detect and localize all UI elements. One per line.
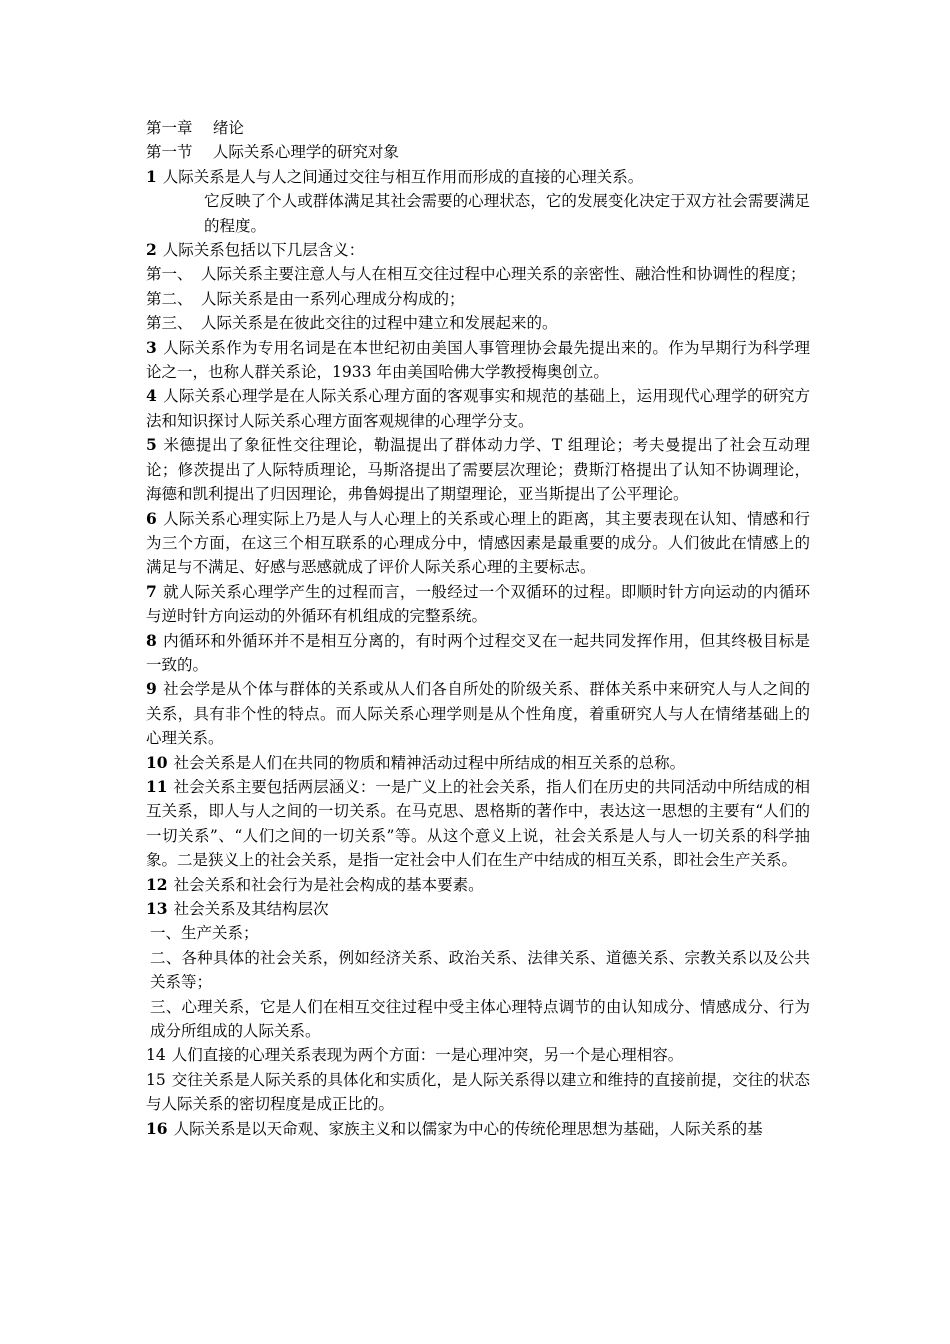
numbered-paragraph [146, 1043, 810, 1067]
meaning-item [146, 262, 810, 286]
paragraph-number: 4 [146, 386, 157, 406]
paragraph-number: 14 [146, 1046, 166, 1065]
paragraph-number: 12 [146, 874, 168, 894]
paragraph-number: 8 [146, 630, 157, 650]
paragraph-number: 2 [146, 240, 157, 260]
numbered-paragraph [146, 433, 810, 506]
paragraph-text: 米德提出了象征性交往理论，勒温提出了群体动力学、T 组理论；考夫曼提出了社会互动理论；修茨提出了人际特质理论，马斯洛提出了需要层次理论；费斯汀格提出了认知不协调理论，海德和凯利提出了归因理论，弗鲁姆提出了期望理论，亚当斯提出了公平理论。 [146, 436, 810, 504]
paragraph-number: 7 [146, 581, 157, 601]
paragraph-number: 10 [146, 752, 168, 772]
paragraph-number: 16 [146, 1118, 168, 1138]
meaning-item [146, 287, 810, 311]
numbered-paragraph [146, 677, 810, 750]
continuation-paragraph [146, 189, 810, 238]
paragraph-text: 一、生产关系； [150, 924, 259, 943]
document-page [146, 116, 810, 1141]
paragraph-text: 就人际关系心理学产生的过程而言，一般经过一个双循环的过程。即顺时针方向运动的内循环与逆时针方向运动的外循环有机组成的完整系统。 [146, 582, 810, 626]
structure-level-item [146, 946, 810, 995]
meaning-item [146, 311, 810, 335]
numbered-paragraph [146, 336, 810, 385]
paragraph-number: 3 [146, 337, 157, 357]
paragraph-text: 内循环和外循环并不是相互分离的，有时两个过程交叉在一起共同发挥作用，但其终极目标是一致的。 [146, 631, 810, 674]
numbered-paragraph [146, 897, 810, 921]
paragraph-number: 15 [146, 1070, 166, 1089]
paragraph-text: 交往关系是人际关系的具体化和实质化，是人际关系得以建立和维持的直接前提，交往的状态与人际关系的密切程度是成正比的。 [146, 1070, 810, 1114]
paragraph-text: 人际关系心理实际上乃是人与人心理上的关系或心理上的距离，其主要表现在认知、情感和行为三个方面，在这三个相互联系的心理成分中，情感因素是最重要的成分。人们彼此在情感上的满足与不满足、好感与恶感就成了评价人际关系心理的主要标志。 [146, 509, 810, 577]
paragraph-text: 人们直接的心理关系表现为两个方面：一是心理冲突，另一个是心理相容。 [171, 1046, 684, 1065]
paragraph-text: 社会关系主要包括两层涵义：一是广义上的社会关系，指人们在历史的共同活动中所结成的相互关系，即人与人之间的一切关系。在马克思、恩格斯的著作中，表达这一思想的主要有“人们的一切关系”、“人们之间的一切关系”等。从这个意义上说，社会关系是人与人一切关系的科学抽象。二是狭义上的社会关系，是指一定社会中人们在生产中结成的相互关系，即社会生产关系。 [146, 777, 810, 870]
numbered-paragraph [146, 629, 810, 678]
meaning-label: 第三、 [146, 314, 193, 333]
meaning-text: 人际关系是在彼此交往的过程中建立和发展起来的。 [201, 314, 558, 333]
paragraph-number: 13 [146, 899, 168, 918]
paragraph-number: 5 [146, 435, 157, 455]
numbered-paragraph [146, 238, 810, 262]
paragraph-text: 人际关系是人与人之间通过交往与相互作用而形成的直接的心理关系。 [162, 167, 644, 186]
numbered-paragraph [146, 1068, 810, 1117]
paragraph-text: 社会关系和社会行为是社会构成的基本要素。 [173, 875, 484, 894]
paragraph-number: 9 [146, 679, 157, 699]
paragraph-text: 社会学是从个体与群体的关系或从人们各自所处的阶级关系、群体关系中来研究人与人之间的关系，具有非个性的特点。而人际关系心理学则是从个性角度，着重研究人与人在情绪基础上的心理关系。 [146, 680, 810, 748]
structure-level-item [146, 995, 810, 1044]
numbered-paragraph [146, 580, 810, 629]
numbered-paragraph [146, 165, 810, 189]
paragraph-text: 社会关系是人们在共同的物质和精神活动过程中所结成的相互关系的总称。 [173, 753, 686, 772]
numbered-paragraph [146, 1117, 810, 1141]
paragraph-text: 二、各种具体的社会关系，例如经济关系、政治关系、法律关系、道德关系、宗教关系以及公共关系等； [150, 948, 810, 992]
meaning-text: 人际关系主要注意人与人在相互交往过程中心理关系的亲密性、融洽性和协调性的程度； [201, 265, 806, 284]
paragraph-number: 6 [146, 508, 157, 528]
meaning-label: 第二、 [146, 289, 193, 308]
paragraph-number: 1 [146, 166, 157, 186]
paragraph-text: 人际关系是以天命观、家族主义和以儒家为中心的传统伦理思想为基础，人际关系的基 [173, 1119, 763, 1138]
chapter-title: 第一章 绪论 [146, 119, 244, 137]
paragraph-number: 11 [146, 776, 168, 796]
paragraph-text: 社会关系及其结构层次 [173, 900, 329, 918]
paragraph-text: 它反映了个人或群体满足其社会需要的心理状态，它的发展变化决定于双方社会需要满足的程度。 [204, 192, 810, 235]
paragraph-text: 人际关系心理学是在人际关系心理方面的客观事实和规范的基础上，运用现代心理学的研究方法和知识探讨人际关系心理方面客观规律的心理学分支。 [146, 387, 810, 430]
numbered-paragraph [146, 775, 810, 873]
paragraph-text: 三、心理关系，它是人们在相互交往过程中受主体心理特点调节的由认知成分、情感成分、行为成分所组成的人际关系。 [150, 997, 810, 1041]
document-body [146, 165, 810, 1141]
numbered-paragraph [146, 873, 810, 897]
paragraph-text: 人际关系包括以下几层含义： [162, 241, 365, 260]
meaning-text: 人际关系是由一系列心理成分构成的； [201, 289, 465, 308]
section-title: 第一节 人际关系心理学的研究对象 [146, 143, 399, 162]
numbered-paragraph [146, 384, 810, 433]
numbered-paragraph [146, 751, 810, 775]
numbered-paragraph [146, 507, 810, 580]
meaning-label: 第一、 [146, 265, 193, 284]
paragraph-text: 人际关系作为专用名词是在本世纪初由美国人事管理协会最先提出来的。作为早期行为科学理论之一，也称人群关系论，1933 年由美国哈佛大学教授梅奥创立。 [146, 338, 810, 382]
structure-level-item [146, 921, 810, 945]
